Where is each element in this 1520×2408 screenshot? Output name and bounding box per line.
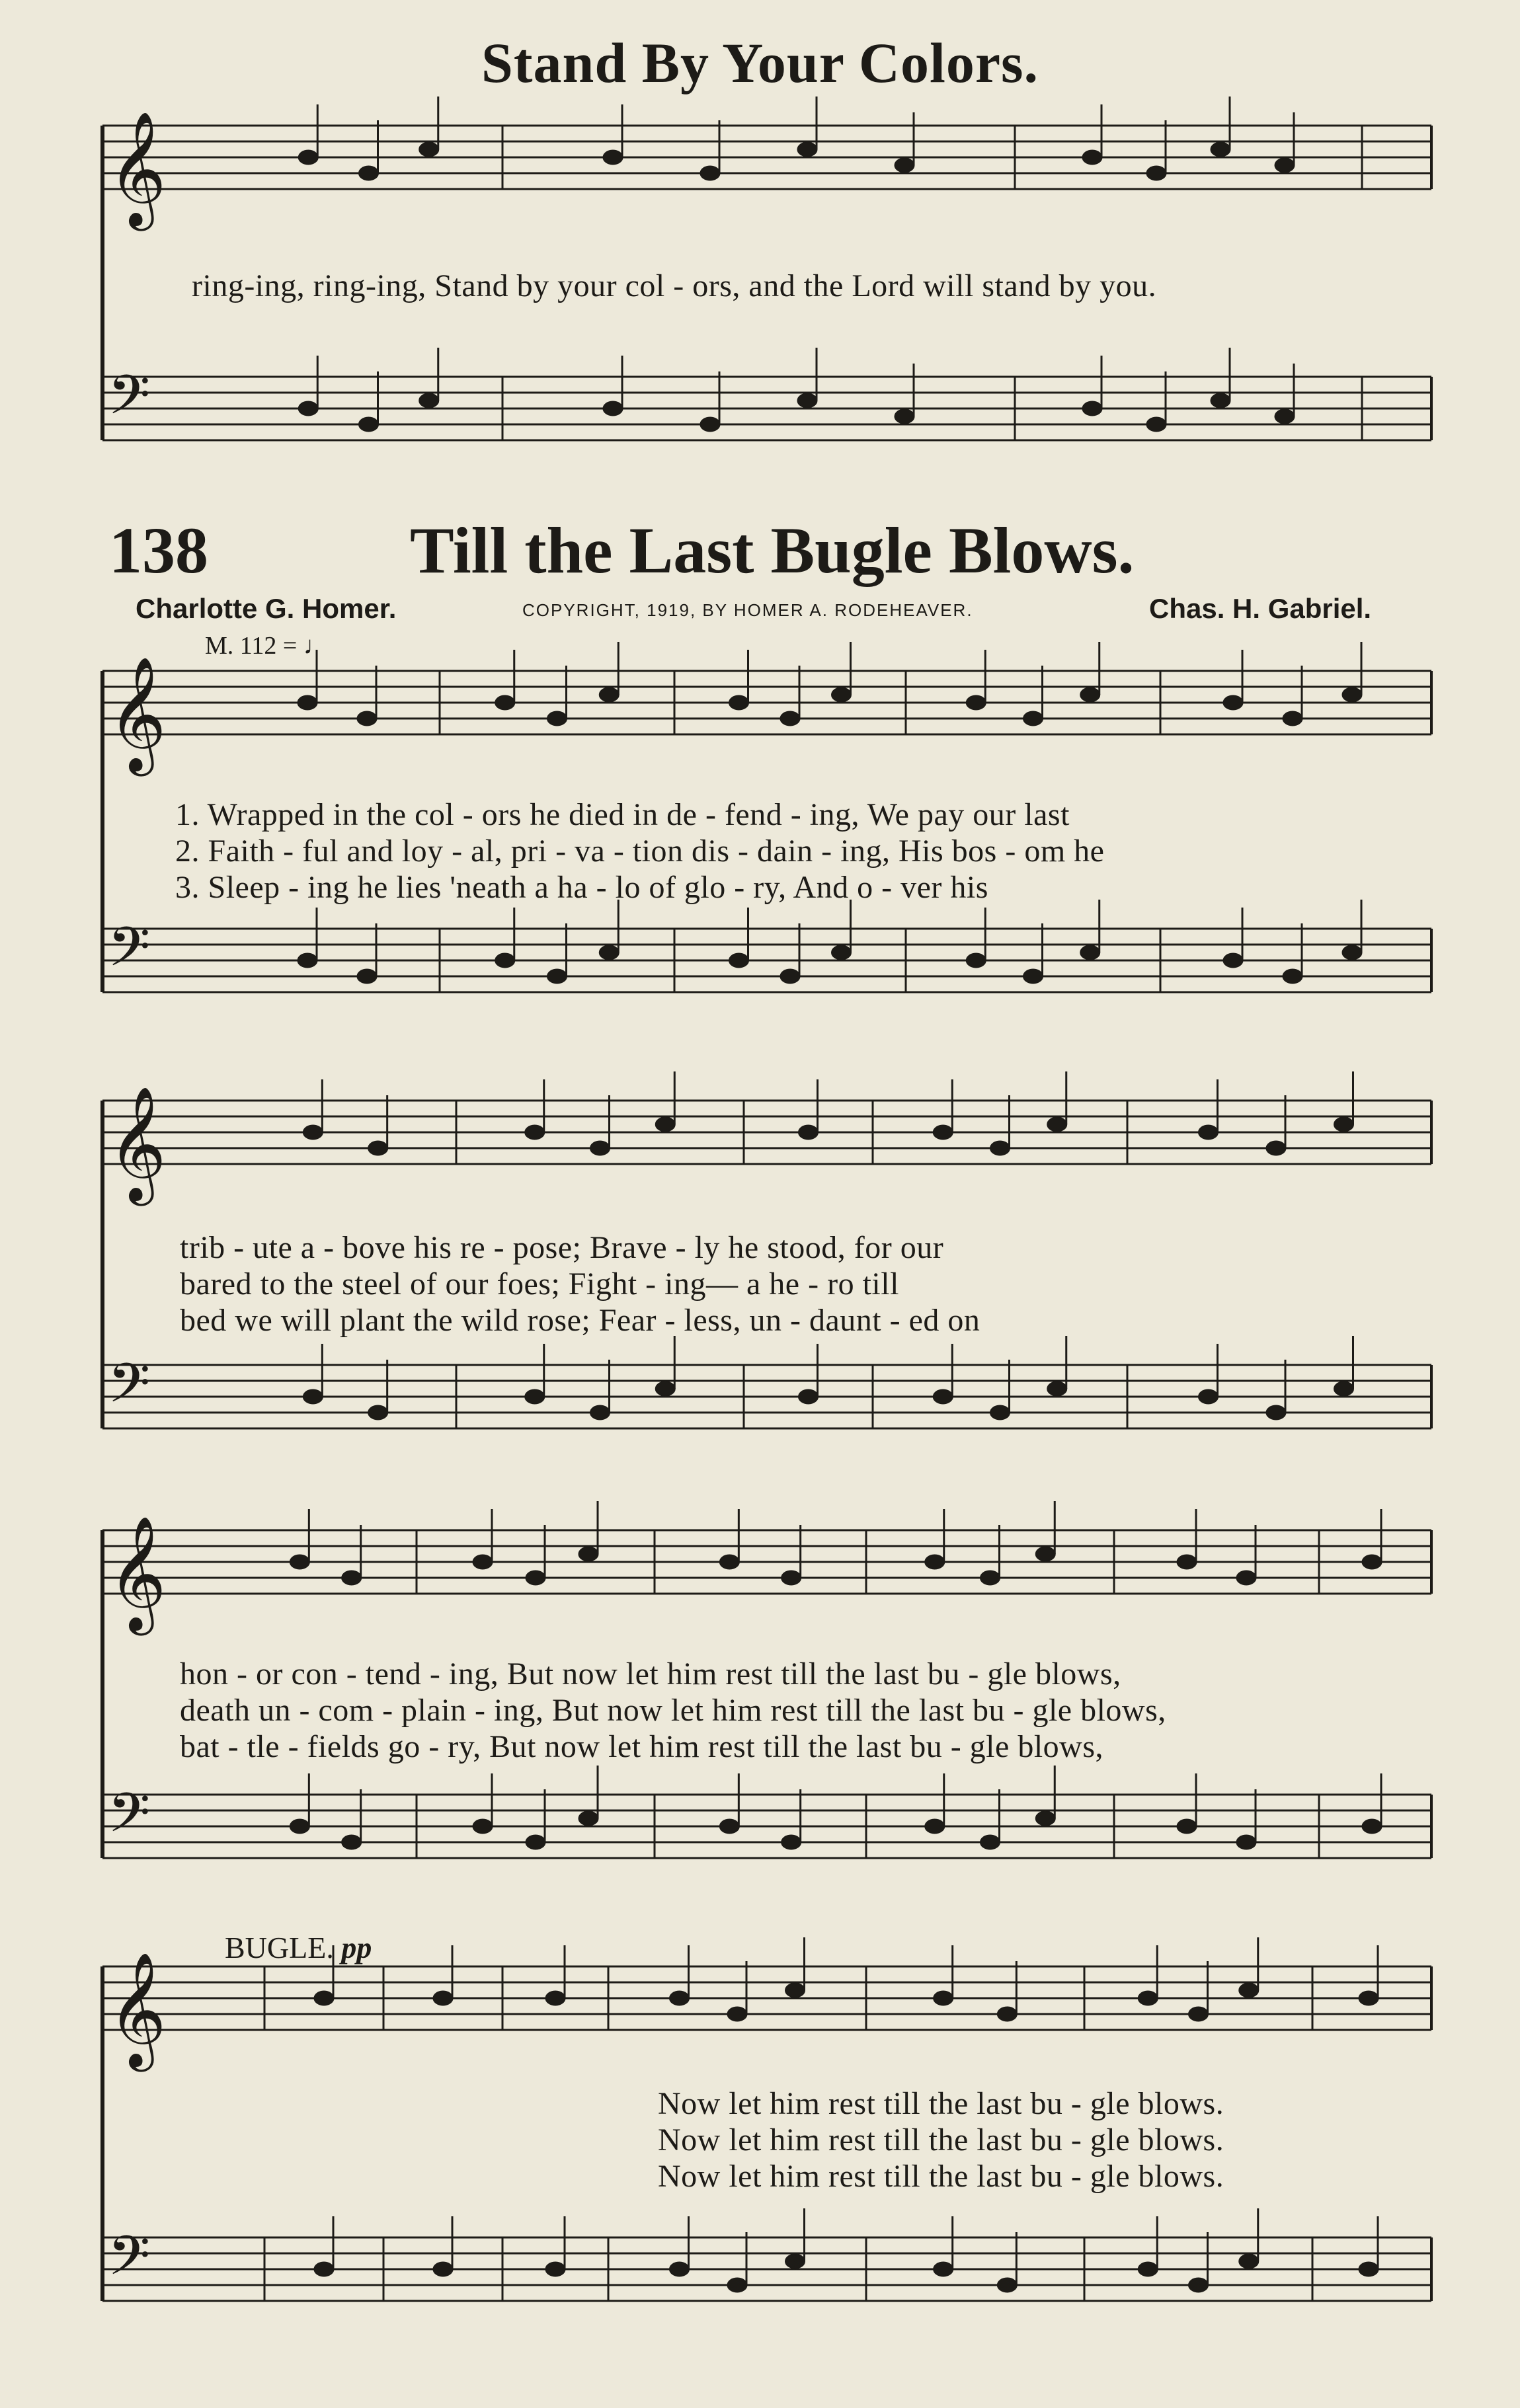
system1-bass-note — [832, 945, 852, 960]
system4-treble-note — [1189, 2007, 1209, 2021]
system0-treble-note — [359, 166, 379, 180]
system0-treble-note — [797, 142, 817, 157]
system0-bass-note — [1082, 401, 1102, 416]
system4-treble-note — [670, 1991, 690, 2005]
system3-treble-note — [1236, 1571, 1256, 1585]
system4-lyric-verse1: Now let him rest till the last bu - gle blows. — [658, 2086, 1224, 2121]
system1-treble-note — [599, 687, 619, 702]
system3-bass-note — [1035, 1811, 1055, 1826]
system3-treble-note — [980, 1571, 1000, 1585]
system0-bass-note — [298, 401, 318, 416]
system0-treble-note — [1275, 158, 1295, 173]
system4-bass-note — [314, 2262, 334, 2276]
tempo-marking: M. 112 = ♩ — [205, 632, 329, 660]
system4-treble-note — [934, 1991, 953, 2005]
system3-bass-note — [980, 1835, 1000, 1849]
system4-treble-note — [1138, 1991, 1158, 2005]
system1-lyric-verse3: 3. Sleep - ing he lies 'neath a ha - lo of glo - ry, And o - ver his — [175, 870, 988, 905]
system2-treble-note — [990, 1141, 1010, 1155]
system1-treble-clef: 𝄞 — [108, 656, 167, 771]
system4-treble-note — [545, 1991, 565, 2005]
system3-bass-note — [925, 1819, 945, 1834]
system1-lyric-verse2: 2. Faith - ful and loy - al, pri - va - tion dis - dain - ing, His bos - om he — [175, 834, 1105, 869]
system2-bass-note — [303, 1389, 323, 1404]
system1-bass-note — [1342, 945, 1362, 960]
system2-bass-note — [1047, 1381, 1067, 1396]
system0-treble-clef: 𝄞 — [108, 111, 167, 226]
system2-lyric-verse1: trib - ute a - bove his re - pose; Brave - ly he stood, for our — [180, 1230, 944, 1265]
system1-bass-clef: 𝄢 — [108, 915, 151, 992]
system1-treble-note — [1283, 711, 1302, 726]
system0-treble-note — [419, 142, 439, 157]
system4-bass-note — [727, 2278, 747, 2292]
system2-treble-note — [799, 1125, 819, 1140]
system0-bass-note — [700, 417, 720, 432]
system2-treble-clef: 𝄞 — [108, 1086, 167, 1201]
bugle-dynamic: pp — [341, 1931, 372, 1964]
system0-bass-note — [419, 393, 439, 408]
system1-treble-note — [780, 711, 800, 726]
system0-bass-note — [1275, 409, 1295, 424]
system4-bass-note — [1239, 2254, 1259, 2269]
system1-bass-note — [547, 969, 567, 984]
system1-treble-note — [1023, 711, 1043, 726]
system3-treble-note — [925, 1555, 945, 1569]
system1-treble-note — [729, 695, 749, 710]
system4-bass-note — [785, 2254, 805, 2269]
system2-bass-note — [368, 1405, 388, 1420]
system1-bass-note — [1023, 969, 1043, 984]
system2-lyric-verse3: bed we will plant the wild rose; Fear - less, un - daunt - ed on — [180, 1303, 980, 1338]
system3-bass-note — [781, 1835, 801, 1849]
system3-lyric-verse1: hon - or con - tend - ing, But now let him rest till the last bu - gle blows, — [180, 1656, 1121, 1691]
system2-lyric-verse2: bared to the steel of our foes; Fight - ing— a he - ro till — [180, 1266, 899, 1301]
system4-bass-note — [1359, 2262, 1379, 2276]
system1-bass-note — [966, 953, 986, 968]
system3-treble-note — [290, 1555, 309, 1569]
system0-bass-note — [359, 417, 379, 432]
system2-bass-note — [990, 1405, 1010, 1420]
system4-bass-note — [433, 2262, 453, 2276]
system2-treble-note — [933, 1125, 953, 1140]
system4-treble-note — [727, 2007, 747, 2021]
system1-bass-note — [1283, 969, 1302, 984]
system2-bass-clef: 𝄢 — [108, 1351, 151, 1428]
system3-bass-note — [1362, 1819, 1382, 1834]
system0-bass-note — [895, 409, 914, 424]
system4-treble-clef: 𝄞 — [108, 1952, 167, 2067]
system2-treble-note — [303, 1125, 323, 1140]
system0-bass-note — [603, 401, 623, 416]
system1-bass-note — [298, 953, 317, 968]
system1-lyric-verse1: 1. Wrapped in the col - ors he died in de - fend - ing, We pay our last — [175, 797, 1070, 832]
system4-treble-note — [785, 1983, 805, 1998]
system4-treble-note — [1239, 1983, 1259, 1998]
system3-treble-clef: 𝄞 — [108, 1516, 167, 1631]
system4-bass-note — [1138, 2262, 1158, 2276]
system1-treble-note — [966, 695, 986, 710]
system3-bass-note — [342, 1835, 362, 1849]
system1-treble-note — [1080, 687, 1100, 702]
system3-treble-note — [1035, 1547, 1055, 1561]
system4-treble-note — [997, 2007, 1017, 2021]
system2-treble-note — [1334, 1117, 1354, 1132]
system2-bass-note — [933, 1389, 953, 1404]
system3-bass-note — [290, 1819, 309, 1834]
system2-treble-note — [1199, 1125, 1219, 1140]
system1-treble-note — [547, 711, 567, 726]
system3-treble-note — [342, 1571, 362, 1585]
system2-treble-note — [368, 1141, 388, 1155]
system1-treble-note — [1342, 687, 1362, 702]
system4-bass-clef: 𝄢 — [108, 2224, 151, 2301]
system1-bass-note — [357, 969, 377, 984]
system4-lyric-verse2: Now let him rest till the last bu - gle blows. — [658, 2122, 1224, 2157]
system2-bass-note — [655, 1381, 675, 1396]
system3-bass-note — [579, 1811, 598, 1826]
system0-treble-note — [603, 150, 623, 165]
system0-treble-note — [700, 166, 720, 180]
system3-treble-note — [719, 1555, 739, 1569]
system1-bass-note — [1223, 953, 1243, 968]
system2-bass-note — [525, 1389, 545, 1404]
system2-treble-note — [590, 1141, 610, 1155]
system4-bass-note — [670, 2262, 690, 2276]
system0-bass-clef: 𝄢 — [108, 363, 151, 440]
system4-treble-note — [1359, 1991, 1379, 2005]
system4-bass-note — [1189, 2278, 1209, 2292]
system2-bass-note — [1199, 1389, 1219, 1404]
system0-bass-note — [1146, 417, 1166, 432]
system3-treble-note — [1362, 1555, 1382, 1569]
system1-treble-note — [832, 687, 852, 702]
system2-bass-note — [1334, 1381, 1354, 1396]
system0-treble-note — [1211, 142, 1230, 157]
system4-bass-note — [997, 2278, 1017, 2292]
system2-bass-note — [1266, 1405, 1286, 1420]
copyright-notice: COPYRIGHT, 1919, BY HOMER A. RODEHEAVER. — [522, 600, 973, 620]
system3-bass-note — [1236, 1835, 1256, 1849]
system0-bass-note — [797, 393, 817, 408]
system4-lyric-verse3: Now let him rest till the last bu - gle blows. — [658, 2159, 1224, 2194]
system3-bass-note — [526, 1835, 545, 1849]
system0-treble-note — [1146, 166, 1166, 180]
previous-hymn-lyric: ring-ing, ring-ing, Stand by your col - ors, and the Lord will stand by you. — [192, 268, 1157, 303]
system3-bass-note — [719, 1819, 739, 1834]
system3-treble-note — [526, 1571, 545, 1585]
system2-treble-note — [655, 1117, 675, 1132]
system4-bass-note — [545, 2262, 565, 2276]
system0-bass-note — [1211, 393, 1230, 408]
system1-bass-note — [599, 945, 619, 960]
system3-lyric-verse2: death un - com - plain - ing, But now let him rest till the last bu - gle blows, — [180, 1693, 1166, 1728]
system2-treble-note — [525, 1125, 545, 1140]
system2-treble-note — [1266, 1141, 1286, 1155]
system1-bass-note — [495, 953, 515, 968]
system4-treble-note — [314, 1991, 334, 2005]
system3-bass-note — [473, 1819, 493, 1834]
system4-bass-note — [934, 2262, 953, 2276]
system1-bass-note — [780, 969, 800, 984]
bugle-label-text: BUGLE. — [225, 1931, 334, 1964]
system3-bass-note — [1177, 1819, 1197, 1834]
hymn-title: Till the Last Bugle Blows. — [410, 514, 1135, 587]
system3-bass-clef: 𝄢 — [108, 1781, 151, 1858]
system1-treble-note — [495, 695, 515, 710]
system0-treble-note — [895, 158, 914, 173]
system1-bass-note — [729, 953, 749, 968]
system1-treble-note — [1223, 695, 1243, 710]
system2-bass-note — [799, 1389, 819, 1404]
author-credit: Charlotte G. Homer. — [136, 593, 397, 624]
system3-treble-note — [473, 1555, 493, 1569]
system1-bass-note — [1080, 945, 1100, 960]
composer-credit: Chas. H. Gabriel. — [1149, 593, 1372, 624]
system3-treble-note — [579, 1547, 598, 1561]
system3-treble-note — [781, 1571, 801, 1585]
system1-treble-note — [357, 711, 377, 726]
hymn-number: 138 — [109, 514, 208, 587]
system0-treble-note — [1082, 150, 1102, 165]
previous-hymn-title: Stand By Your Colors. — [481, 31, 1039, 95]
system4-treble-note — [433, 1991, 453, 2005]
system2-treble-note — [1047, 1117, 1067, 1132]
system3-treble-note — [1177, 1555, 1197, 1569]
system2-bass-note — [590, 1405, 610, 1420]
system0-treble-note — [298, 150, 318, 165]
system3-lyric-verse3: bat - tle - fields go - ry, But now let him rest till the last bu - gle blows, — [180, 1729, 1103, 1764]
system1-treble-note — [298, 695, 317, 710]
